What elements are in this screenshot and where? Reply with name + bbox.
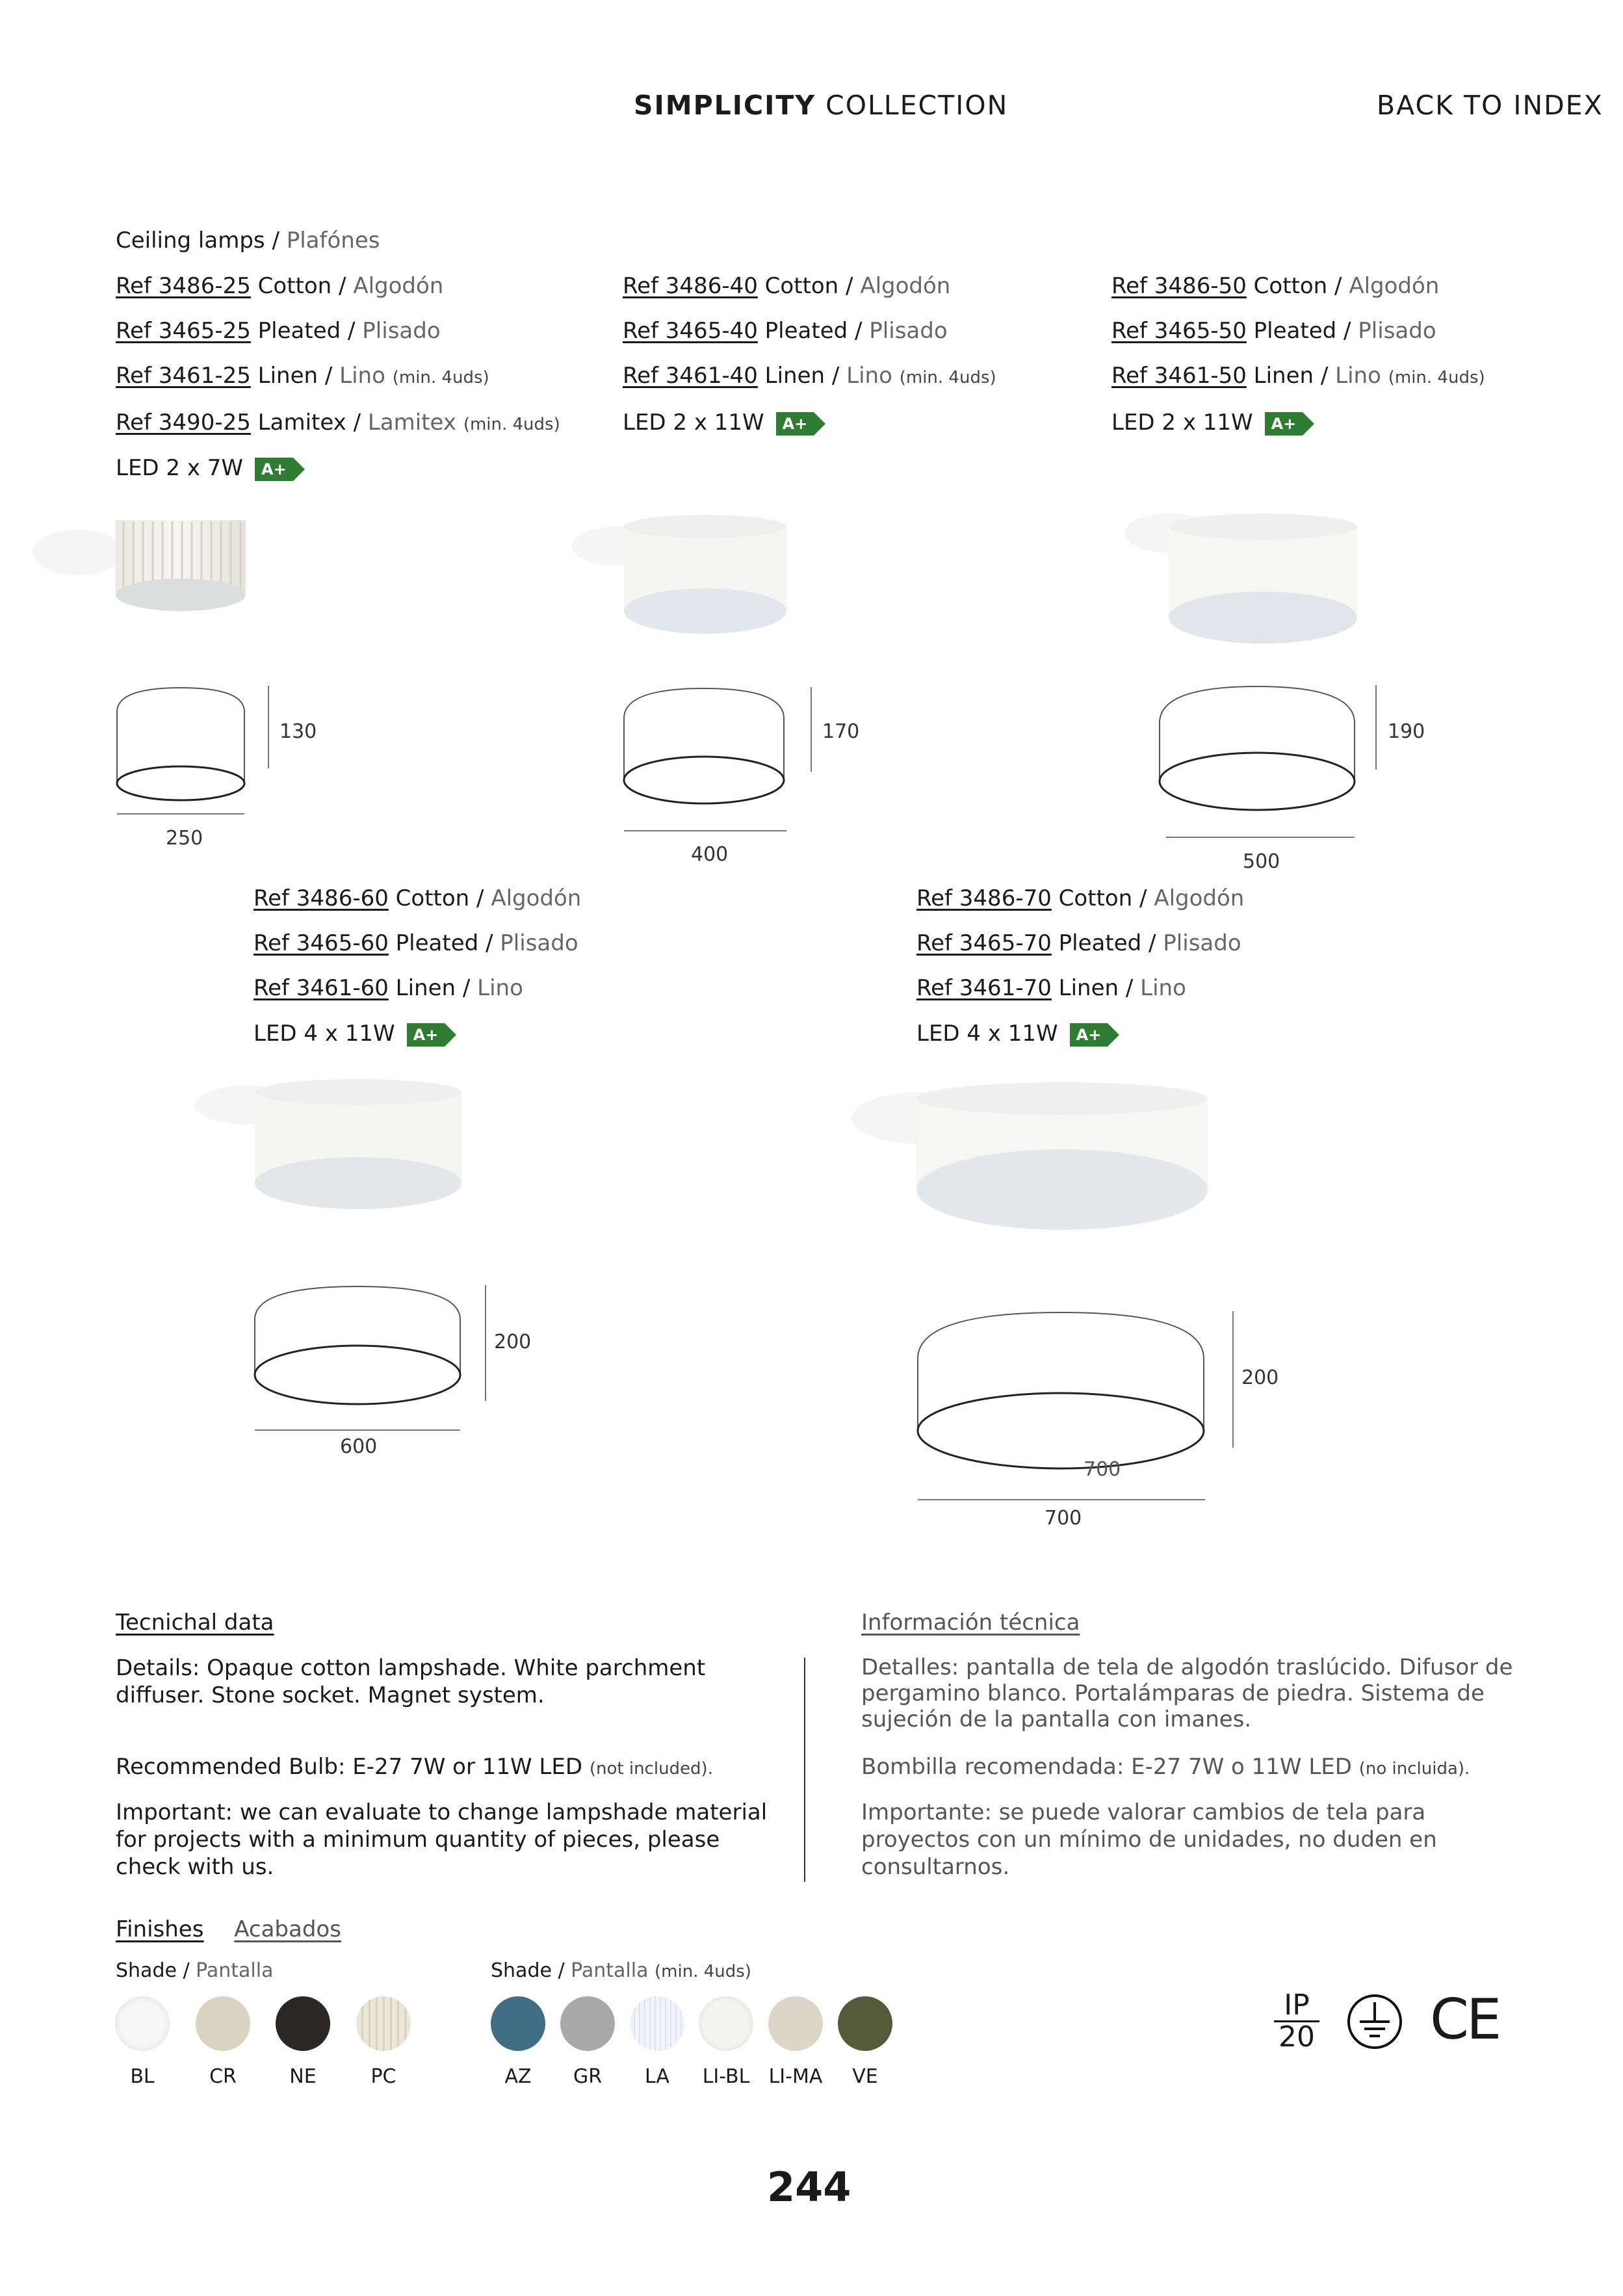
back-to-index-link[interactable]: BACK TO INDEX <box>1377 90 1604 121</box>
material-es: Plisado <box>362 318 441 344</box>
technical-important-en: Important: we can evaluate to change lampshade material for projects with a minimum quantity of pieces, please check with us. <box>116 1799 768 1880</box>
height-dimension: 190 <box>1388 720 1425 743</box>
product-line: Ref 3461-70 Linen / Lino <box>916 975 1186 1001</box>
height-dimension: 170 <box>822 720 860 743</box>
material-es: Algodón <box>860 273 951 299</box>
energy-badge: A+ <box>1265 412 1303 436</box>
bulb-note: (not included). <box>589 1759 713 1779</box>
width-dimension: 500 <box>1243 850 1280 873</box>
material-en: Lamitex <box>257 410 346 436</box>
technical-bulb-es <box>861 1753 1524 1782</box>
material-es: Lino <box>477 975 523 1001</box>
product-line: Ref 3465-70 Pleated / Plisado <box>916 930 1241 956</box>
led-label: LED 4 x 11W <box>253 1021 395 1047</box>
ref-link[interactable]: Ref 3486-50 <box>1111 273 1247 299</box>
shade-en: Shade <box>116 1959 177 1982</box>
ref-link[interactable]: Ref 3465-60 <box>253 930 389 956</box>
material-en: Linen <box>764 363 825 389</box>
led-label: LED 2 x 11W <box>623 410 764 436</box>
inner-width-dimension: 700 <box>1084 1458 1121 1481</box>
collection-title <box>634 90 1008 121</box>
material-es: Lino <box>846 363 892 389</box>
swatch-label: GR <box>573 2065 603 2088</box>
column-divider <box>804 1658 805 1882</box>
material-en: Pleated <box>257 318 341 344</box>
finishes-en: Finishes <box>116 1916 204 1942</box>
energy-badge: A+ <box>776 412 814 436</box>
product-line: Ref 3486-50 Cotton / Algodón <box>1111 273 1440 299</box>
swatch-ve <box>838 1996 892 2051</box>
width-dimension: 600 <box>340 1435 378 1458</box>
shade-en: Shade <box>491 1959 552 1982</box>
material-en: Cotton <box>1253 273 1328 299</box>
shade-label-2: Shade / Pantalla (min. 4uds) <box>491 1959 751 1982</box>
lamp-photo <box>572 514 806 657</box>
material-en: Pleated <box>1253 318 1337 344</box>
ref-link[interactable]: Ref 3486-60 <box>253 885 389 911</box>
swatch-pc <box>356 1996 411 2051</box>
swatch-label: LI-BL <box>702 2065 750 2088</box>
product-line: Ref 3486-60 Cotton / Algodón <box>253 885 582 911</box>
ref-link[interactable]: Ref 3486-25 <box>116 273 251 299</box>
min-note: (min. 4uds) <box>655 1962 751 1981</box>
swatch-la <box>630 1996 684 2051</box>
swatch-label: BL <box>130 2065 155 2088</box>
section-title: Ceiling lamps / Plafónes <box>116 228 380 254</box>
swatch-label: LI-MA <box>768 2065 823 2088</box>
earth-ground-icon <box>1345 1992 1404 2051</box>
led-spec <box>1111 410 1303 436</box>
swatch-gr <box>560 1996 615 2051</box>
collection-word: COLLECTION <box>825 90 1009 121</box>
led-label: LED 2 x 7W <box>116 455 244 481</box>
collection-name: SIMPLICITY <box>634 90 816 121</box>
ref-link[interactable]: Ref 3461-70 <box>916 975 1052 1001</box>
ref-link[interactable]: Ref 3486-70 <box>916 885 1052 911</box>
swatch-label: CR <box>209 2065 237 2088</box>
swatch-label: VE <box>852 2065 878 2088</box>
product-line: Ref 3461-40 Linen / Lino (min. 4uds) <box>623 363 996 389</box>
energy-badge: A+ <box>1070 1023 1108 1047</box>
lamp-photo <box>858 1079 1222 1255</box>
product-line: Ref 3461-60 Linen / Lino <box>253 975 523 1001</box>
material-en: Cotton <box>257 273 332 299</box>
technical-details-en: Details: Opaque cotton lampshade. White parchment diffuser. Stone socket. Magnet system. <box>116 1655 706 1708</box>
ref-link[interactable]: Ref 3461-60 <box>253 975 389 1001</box>
material-es: Algodón <box>1349 273 1440 299</box>
led-spec <box>253 1021 445 1047</box>
material-en: Cotton <box>1058 885 1133 911</box>
ref-link[interactable]: Ref 3490-25 <box>116 410 251 436</box>
led-label: LED 4 x 11W <box>916 1021 1058 1047</box>
material-es: Plisado <box>869 318 948 344</box>
material-es: Plisado <box>1358 318 1436 344</box>
led-spec <box>116 455 293 481</box>
ref-link[interactable]: Ref 3465-70 <box>916 930 1052 956</box>
material-en: Pleated <box>1058 930 1142 956</box>
ip-bottom: 20 <box>1279 2020 1315 2054</box>
height-dimension: 200 <box>494 1331 532 1353</box>
technical-title-en: Tecnichal data <box>116 1610 274 1636</box>
led-spec <box>623 410 814 436</box>
ref-link[interactable]: Ref 3465-50 <box>1111 318 1247 344</box>
product-line: Ref 3465-60 Pleated / Plisado <box>253 930 578 956</box>
swatch-label: AZ <box>504 2065 532 2088</box>
material-es: Plisado <box>1163 930 1241 956</box>
technical-important-es: Importante: se puede valorar cambios de tela para proyectos con un mínimo de unidades, no duden en consultarnos. <box>861 1799 1437 1880</box>
ref-link[interactable]: Ref 3486-40 <box>623 273 758 299</box>
min-note: (min. 4uds) <box>463 415 560 434</box>
swatch-label: LA <box>645 2065 669 2088</box>
led-spec <box>916 1021 1108 1047</box>
material-en: Cotton <box>764 273 839 299</box>
ref-link[interactable]: Ref 3465-25 <box>116 318 251 344</box>
ref-link[interactable]: Ref 3461-50 <box>1111 363 1247 389</box>
product-line: Ref 3486-70 Cotton / Algodón <box>916 885 1245 911</box>
shade-es: Pantalla <box>196 1959 274 1982</box>
product-line: Ref 3486-40 Cotton / Algodón <box>623 273 951 299</box>
material-es: Plisado <box>500 930 578 956</box>
ref-link[interactable]: Ref 3461-25 <box>116 363 251 389</box>
width-dimension: 250 <box>166 827 203 850</box>
bulb-text: Bombilla recomendada: E-27 7W o 11W LED <box>861 1754 1352 1780</box>
ref-link[interactable]: Ref 3465-40 <box>623 318 758 344</box>
product-line: Ref 3465-50 Pleated / Plisado <box>1111 318 1436 344</box>
material-es: Lamitex <box>367 410 456 436</box>
dimension-drawing <box>116 683 285 826</box>
material-en: Linen <box>1058 975 1119 1001</box>
section-title-en: Ceiling lamps <box>116 228 265 254</box>
material-en: Linen <box>395 975 456 1001</box>
bulb-note: (no incluida). <box>1358 1759 1470 1779</box>
dimension-drawing <box>253 1284 526 1446</box>
swatch-cr <box>196 1996 250 2051</box>
min-note: (min. 4uds) <box>899 368 996 387</box>
product-line: Ref 3465-25 Pleated / Plisado <box>116 318 441 344</box>
technical-details-es: Detalles: pantalla de tela de algodón traslúcido. Difusor de pergamino blanco. Portalámparas de piedra. Sistema de sujeción de la pantalla con imanes. <box>861 1654 1513 1732</box>
lamp-photo <box>39 501 260 631</box>
ce-mark-icon: CE <box>1430 1987 1500 2052</box>
energy-badge: A+ <box>255 458 293 481</box>
material-es: Lino <box>1140 975 1186 1001</box>
dimension-drawing <box>623 686 860 842</box>
technical-title-es: Información técnica <box>861 1610 1080 1636</box>
product-line: Ref 3461-50 Linen / Lino (min. 4uds) <box>1111 363 1485 389</box>
lamp-photo <box>208 1079 481 1235</box>
material-es: Lino <box>1335 363 1381 389</box>
material-es: Lino <box>339 363 385 389</box>
swatch-bl <box>115 1996 170 2051</box>
product-line: Ref 3461-25 Linen / Lino (min. 4uds) <box>116 363 489 389</box>
lamp-photo <box>1131 507 1378 657</box>
material-en: Pleated <box>395 930 479 956</box>
material-es: Algodón <box>353 273 444 299</box>
product-line: Ref 3465-40 Pleated / Plisado <box>623 318 948 344</box>
ref-link[interactable]: Ref 3461-40 <box>623 363 758 389</box>
finishes-title <box>116 1916 341 1943</box>
shade-label-1: Shade / Pantalla <box>116 1959 274 1982</box>
material-en: Linen <box>257 363 318 389</box>
ip-top: IP <box>1274 1990 1319 2022</box>
material-en: Cotton <box>395 885 470 911</box>
swatch-az <box>491 1996 545 2051</box>
material-en: Linen <box>1253 363 1314 389</box>
shade-es: Pantalla <box>571 1959 649 1982</box>
bulb-text: Recommended Bulb: E-27 7W or 11W LED <box>116 1754 583 1780</box>
material-es: Algodón <box>491 885 582 911</box>
ip20-icon <box>1274 1990 1319 2052</box>
dimension-drawing <box>1158 684 1418 846</box>
product-line: Ref 3490-25 Lamitex / Lamitex (min. 4uds) <box>116 410 560 436</box>
swatch-label: PC <box>370 2065 396 2088</box>
page-number: 244 <box>767 2163 851 2211</box>
width-dimension: 400 <box>691 843 729 866</box>
led-label: LED 2 x 11W <box>1111 410 1253 436</box>
product-line: Ref 3486-25 Cotton / Algodón <box>116 273 444 299</box>
swatch-ne <box>276 1996 330 2051</box>
finishes-es: Acabados <box>234 1916 341 1942</box>
technical-bulb-en <box>116 1753 798 1782</box>
swatch-li-ma <box>768 1996 823 2051</box>
height-dimension: 130 <box>279 720 317 743</box>
min-note: (min. 4uds) <box>1388 368 1485 387</box>
section-title-es: Plafónes <box>286 228 380 254</box>
width-dimension: 700 <box>1045 1507 1082 1530</box>
swatch-li-bl <box>699 1996 753 2051</box>
min-note: (min. 4uds) <box>392 368 489 387</box>
material-en: Pleated <box>764 318 848 344</box>
energy-badge: A+ <box>407 1023 445 1047</box>
material-es: Algodón <box>1154 885 1245 911</box>
swatch-label: NE <box>289 2065 317 2088</box>
height-dimension: 200 <box>1241 1366 1279 1389</box>
